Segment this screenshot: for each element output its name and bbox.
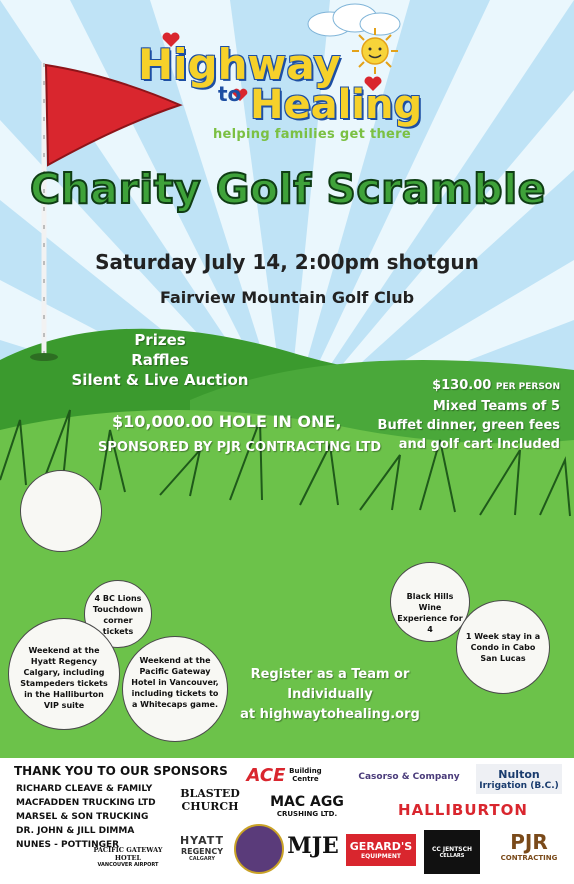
nulton-logo: Nulton Irrigation (B.C.) xyxy=(476,764,562,794)
logo-to: to xyxy=(218,82,242,106)
sponsor-name: NUNES - POTTINGER xyxy=(16,840,120,850)
logo-tagline: helping families get there xyxy=(213,127,411,142)
sponsor-name: MARSEL & SON TRUCKING xyxy=(16,812,149,822)
halliburton-logo: HALLIBURTON xyxy=(398,801,528,819)
golf-ball-condo: 1 Week stay in a Condo in Cabo San Lucas xyxy=(456,600,550,694)
hyatt-logo: HYATT REGENCY CALGARY xyxy=(179,834,225,862)
golf-ball-hyatt: Weekend at the Hyatt Regency Calgary, including Stampeders tickets in the Halliburton VIP suite xyxy=(8,618,120,730)
registration-url: at highwaytohealing.org xyxy=(240,707,420,722)
prize-item: Raffles xyxy=(131,351,189,369)
pacific-gateway-logo: PACIFIC GATEWAY HOTEL VANCOUVER AIRPORT xyxy=(93,846,163,868)
prize-item: Prizes xyxy=(134,331,186,349)
hole-in-one-amount: $10,000.00 HOLE IN ONE, xyxy=(112,412,342,431)
sun-icon xyxy=(350,26,400,76)
gerards-logo: GERARD'S EQUIPMENT xyxy=(346,834,416,866)
golf-ball-lions: 4 BC Lions Touchdown corner tickets xyxy=(84,580,152,648)
pricing-info xyxy=(340,376,560,454)
registration-info xyxy=(230,665,430,725)
event-title: Charity Golf Scramble xyxy=(30,165,546,213)
prizes-list xyxy=(70,330,250,390)
registration-line: Register as a Team or Individually xyxy=(250,667,410,702)
inclusions-line: and golf cart Included xyxy=(398,437,560,452)
mac-agg-logo: MAC AGG CRUSHING LTD. xyxy=(270,794,344,818)
golf-ball-wine: Black Hills Wine Experience for 4 xyxy=(390,562,470,642)
pjr-logo: PJR CONTRACTING xyxy=(500,830,558,862)
ace-logo: ACE Building Centre xyxy=(246,764,322,786)
team-size: Mixed Teams of 5 xyxy=(432,399,560,414)
hole-in-one-sponsor: SPONSORED BY PJR CONTRACTING LTD xyxy=(98,440,382,455)
sponsor-name: DR. JOHN & JILL DIMMA xyxy=(16,826,135,836)
event-venue: Fairview Mountain Golf Club xyxy=(159,288,415,307)
logo-highway: Highway xyxy=(138,40,341,89)
seal-logo xyxy=(234,824,284,874)
sponsors-heading: THANK YOU TO OUR SPONSORS xyxy=(14,764,228,778)
blasted-church-logo: BLASTED CHURCH xyxy=(180,787,240,813)
casorso-logo: Casorso & Company xyxy=(358,772,460,782)
event-date: Saturday July 14, 2:00pm shotgun xyxy=(95,250,479,274)
logo-healing: Healing xyxy=(250,82,423,128)
inclusions-line: Buffet dinner, green fees xyxy=(377,418,560,433)
sponsor-name: MACFADDEN TRUCKING LTD xyxy=(16,798,156,808)
golf-ball-pacific: Weekend at the Pacific Gateway Hotel in Vancouver, including tickets to a Whitecaps game. xyxy=(122,636,228,742)
price-unit: PER PERSON xyxy=(495,382,560,392)
sponsor-name: RICHARD CLEAVE & FAMILY xyxy=(16,784,153,794)
golf-ball-icon xyxy=(20,470,102,552)
jentsch-logo: CC JENTSCH CELLARS xyxy=(424,830,480,874)
prize-item: Silent & Live Auction xyxy=(71,371,249,389)
mje-logo: MJE xyxy=(287,833,339,859)
price-amount: $130.00 xyxy=(432,378,492,393)
